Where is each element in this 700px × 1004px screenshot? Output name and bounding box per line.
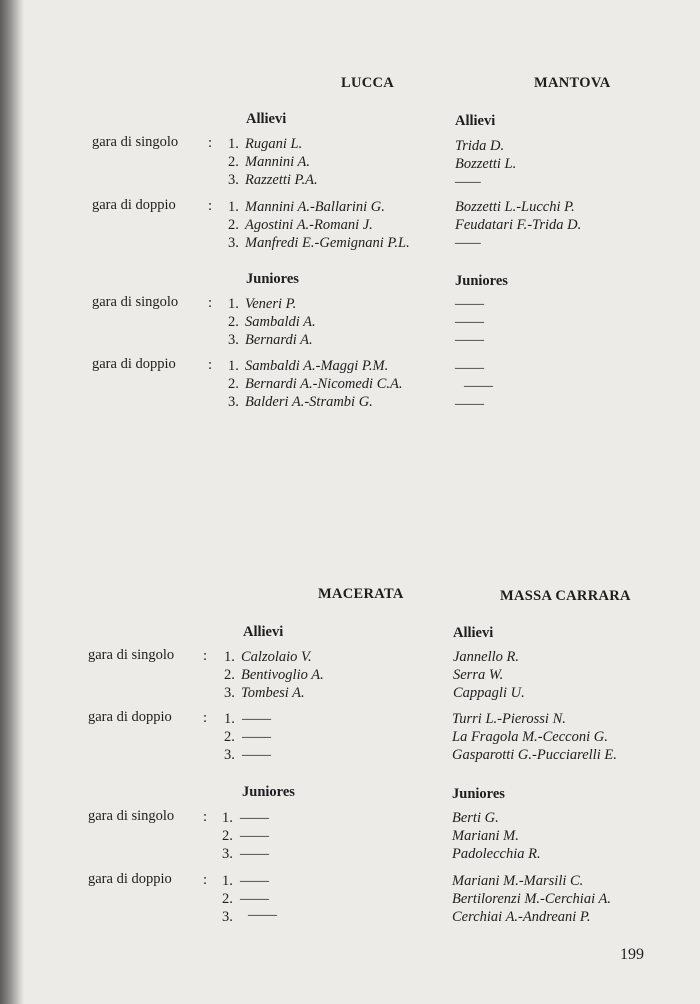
page-number: 199 xyxy=(620,946,644,963)
event-colon: : xyxy=(203,872,208,888)
entry-right: Turri L.-Pierossi N. xyxy=(452,711,566,727)
entry-right: —— xyxy=(455,235,481,251)
entry-left: —— xyxy=(242,729,271,745)
entry-left: Bernardi A.-Nicomedi C.A. xyxy=(245,376,403,392)
group-title-juniores-right: Juniores xyxy=(455,273,508,289)
entry-left: Balderi A.-Strambi G. xyxy=(245,394,373,410)
rank-number: 1. xyxy=(224,649,235,665)
group-title-allievi-right: Allievi xyxy=(455,113,496,129)
group-title-allievi-right: Allievi xyxy=(453,625,494,641)
rank-number: 1. xyxy=(222,873,233,889)
event-colon: : xyxy=(203,648,208,664)
rank-number: 2. xyxy=(228,154,239,170)
entry-right: Mariani M. xyxy=(452,828,519,844)
event-label: gara di doppio xyxy=(92,197,176,213)
entry-left: —— xyxy=(240,846,269,862)
rank-number: 1. xyxy=(222,810,233,826)
event-colon: : xyxy=(203,710,208,726)
book-spine-shadow xyxy=(0,0,24,1004)
entry-left: —— xyxy=(242,747,271,763)
entry-right: Serra W. xyxy=(453,667,504,683)
entry-right: Trida D. xyxy=(455,138,505,154)
event-label: gara di doppio xyxy=(88,871,172,887)
rank-number: 2. xyxy=(222,891,233,907)
entry-right: Cerchiai A.-Andreani P. xyxy=(452,909,591,925)
event-label: gara di singolo xyxy=(88,647,175,663)
rank-number: 1. xyxy=(228,199,239,215)
entry-left: —— xyxy=(240,828,269,844)
rank-number: 3. xyxy=(228,172,239,188)
event-label: gara di singolo xyxy=(88,808,175,824)
event-label: gara di singolo xyxy=(92,294,179,310)
rank-number: 3. xyxy=(222,846,233,862)
rank-number: 1. xyxy=(228,296,239,312)
entry-right: Mariani M.-Marsili C. xyxy=(452,873,584,889)
rank-number: 2. xyxy=(224,667,235,683)
entry-right: Bozzetti L.-Lucchi P. xyxy=(455,199,575,215)
rank-number: 2. xyxy=(228,217,239,233)
entry-left: Manfredi E.-Gemignani P.L. xyxy=(245,235,410,251)
entry-left: —— xyxy=(240,873,269,889)
entry-left: Rugani L. xyxy=(245,136,303,152)
group-title-allievi-left: Allievi xyxy=(246,111,287,127)
entry-left: —— xyxy=(240,891,269,907)
group-title-juniores-left: Juniores xyxy=(246,271,299,287)
entry-left: Mannini A. xyxy=(245,154,310,170)
event-label: gara di doppio xyxy=(92,356,176,372)
entry-left: Veneri P. xyxy=(245,296,297,312)
entry-left: —— xyxy=(242,711,271,727)
entry-right: Feudatari F.-Trida D. xyxy=(455,217,582,233)
event-colon: : xyxy=(208,135,213,151)
entry-right: —— xyxy=(455,296,484,312)
entry-left: Bernardi A. xyxy=(245,332,313,348)
rank-number: 3. xyxy=(228,235,239,251)
entry-left: Mannini A.-Ballarini G. xyxy=(245,199,385,215)
entry-right: Jannello R. xyxy=(453,649,520,665)
entry-left: Calzolaio V. xyxy=(241,649,312,665)
event-colon: : xyxy=(208,198,213,214)
entry-right: Bozzetti L. xyxy=(455,156,517,172)
event-label: gara di doppio xyxy=(88,709,172,725)
city-header-massa-carrara: MASSA CARRARA xyxy=(500,588,631,604)
entry-right: La Fragola M.-Cecconi G. xyxy=(452,729,608,745)
entry-right: —— xyxy=(455,396,484,412)
event-colon: : xyxy=(208,295,213,311)
city-header-mantova: MANTOVA xyxy=(534,75,611,91)
group-title-juniores-left: Juniores xyxy=(242,784,295,800)
rank-number: 3. xyxy=(228,394,239,410)
entry-right: Bertilorenzi M.-Cerchiai A. xyxy=(452,891,611,907)
rank-number: 3. xyxy=(222,909,233,925)
entry-left: Tombesi A. xyxy=(241,685,305,701)
rank-number: 1. xyxy=(228,136,239,152)
entry-left: Agostini A.-Romani J. xyxy=(245,217,373,233)
entry-right: Gasparotti G.-Pucciarelli E. xyxy=(452,747,617,763)
entry-left: Bentivoglio A. xyxy=(241,667,324,683)
entry-left: Sambaldi A.-Maggi P.M. xyxy=(245,358,389,374)
rank-number: 1. xyxy=(228,358,239,374)
event-colon: : xyxy=(203,809,208,825)
entry-left: Razzetti P.A. xyxy=(245,172,318,188)
rank-number: 2. xyxy=(224,729,235,745)
event-colon: : xyxy=(208,357,213,373)
entry-left: Sambaldi A. xyxy=(245,314,316,330)
group-title-allievi-left: Allievi xyxy=(243,624,284,640)
entry-right: —— xyxy=(455,332,484,348)
city-header-lucca: LUCCA xyxy=(341,75,395,91)
event-label: gara di singolo xyxy=(92,134,179,150)
rank-number: 3. xyxy=(228,332,239,348)
rank-number: 2. xyxy=(228,314,239,330)
entry-left: —— xyxy=(248,907,277,923)
entry-right: —— xyxy=(455,174,481,190)
entry-right: Cappagli U. xyxy=(453,685,525,701)
city-header-macerata: MACERATA xyxy=(318,586,404,602)
entry-right: —— xyxy=(455,360,484,376)
group-title-juniores-right: Juniores xyxy=(452,786,505,802)
rank-number: 2. xyxy=(222,828,233,844)
entry-right: Berti G. xyxy=(452,810,499,826)
rank-number: 3. xyxy=(224,747,235,763)
entry-right: —— xyxy=(464,378,493,394)
rank-number: 2. xyxy=(228,376,239,392)
rank-number: 3. xyxy=(224,685,235,701)
entry-left: —— xyxy=(240,810,269,826)
entry-right: Padolecchia R. xyxy=(452,846,541,862)
rank-number: 1. xyxy=(224,711,235,727)
entry-right: —— xyxy=(455,314,484,330)
